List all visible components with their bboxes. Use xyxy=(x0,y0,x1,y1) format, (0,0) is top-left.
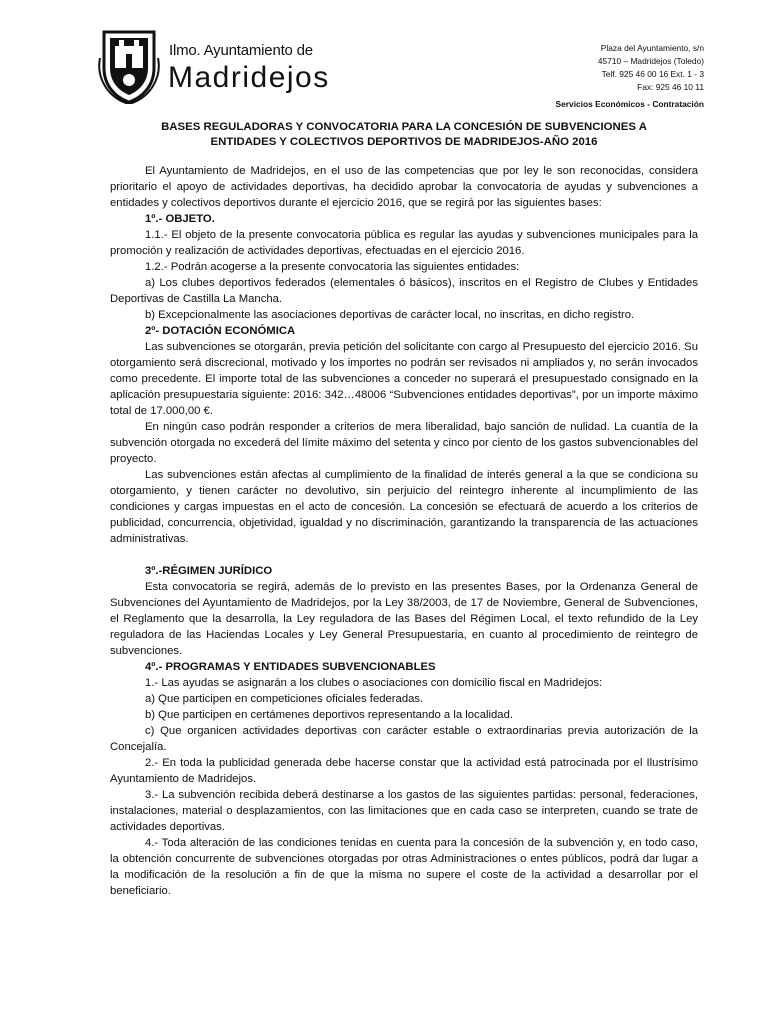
paragraph: c) Que organicen actividades deportivas con carácter estable o extraordinarias previa autorización de la Concejalía. xyxy=(110,725,698,753)
paragraph: b) Que participen en certámenes deportivos representando a la localidad. xyxy=(145,709,513,721)
paragraph: Las subvenciones se otorgarán, previa petición del solicitante con cargo al Presupuesto del ejercicio 2016. Su otorgamiento será discrecional, motivado y los importes no podrán ser revisados ni ampliados y, no serán invocados como precedente. El importe total de las subvenciones a conceder no superará el presupuestado consignado en la aplicación presupuestaria siguiente: 2016: 342…48006 “Subvenciones entidades deportivas”, por un importe máximo total de 17.000,00 €. xyxy=(110,341,698,417)
section-heading-objeto: 1º.- OBJETO. xyxy=(145,213,215,225)
department-label: Servicios Económicos - Contratación xyxy=(555,99,704,109)
paragraph: 2.- En toda la publicidad generada debe hacerse constar que la actividad está patrocinada por el Ilustrísimo Ayuntamiento de Madridejos. xyxy=(110,757,698,785)
paragraph: 1.2.- Podrán acogerse a la presente convocatoria las siguientes entidades: xyxy=(145,261,520,273)
paragraph: En ningún caso podrán responder a criterios de mera liberalidad, bajo sanción de nulidad. La cuantía de la subvención otorgada no excederá del límite máximo del setenta y cinco por ciento de los gastos subvencionables del proyecto. xyxy=(110,421,698,465)
paragraph: 1.1.- El objeto de la presente convocatoria pública es regular las ayudas y subvenciones municipales para la promoción y realización de actividades deportivas, efectuadas en el ejercicio 2016. xyxy=(110,229,698,257)
address-line-2: 45710 – Madridejos (Toledo) xyxy=(597,56,704,66)
title-line-1: BASES REGULADORAS Y CONVOCATORIA PARA LA CONCESIÓN DE SUBVENCIONES A xyxy=(161,121,647,133)
phone-number: Telf. 925 46 00 16 Ext. 1 - 3 xyxy=(601,69,704,79)
municipal-logo xyxy=(98,28,398,108)
fax-number: Fax: 925 46 10 11 xyxy=(637,82,704,92)
contact-block xyxy=(556,42,704,111)
paragraph: 1.- Las ayudas se asignarán a los clubes o asociaciones con domicilio fiscal en Madridejos: xyxy=(145,677,603,689)
document-body xyxy=(110,120,698,899)
paragraph: a) Los clubes deportivos federados (elementales ó básicos), inscritos en el Registro de Clubes y Entidades Deportivas de Castilla La Mancha. xyxy=(110,277,698,305)
intro-paragraph: El Ayuntamiento de Madridejos, en el uso de las competencias que por ley le son reconocidas, considera prioritario el apoyo de actividades deportivas, ha decidido aprobar la convocatoria de ayudas y subvenciones a entidades y colectivos deportivos durante el ejercicio 2016, que se regirá por las siguientes bases: xyxy=(110,165,698,209)
paragraph: 3.- La subvención recibida deberá destinarse a los gastos de las siguientes partidas: personal, federaciones, instalaciones, material o desplazamientos, con las limitaciones que en cada caso se interpreten, cuando se trate de actividades deportivas. xyxy=(110,789,698,833)
paragraph: Esta convocatoria se regirá, además de lo previsto en las presentes Bases, por la Ordenanza General de Subvenciones del Ayuntamiento de Madridejos, por la Ley 38/2003, de 17 de Noviembre, General de Subvenciones, el Reglamento que la desarrolla, la Ley reguladora de las Bases del Régimen Local, el texto refundido de la Ley reguladora de las Haciendas Locales y Ley General Presupuestaria, en cuanto al procedimiento de reintegro de subvenciones. xyxy=(110,581,698,657)
title-line-2: ENTIDADES Y COLECTIVOS DEPORTIVOS DE MADRIDEJOS-AÑO 2016 xyxy=(210,136,598,148)
paragraph: b) Excepcionalmente las asociaciones deportivas de carácter local, no inscritas, en dicho registro. xyxy=(145,309,635,321)
coat-of-arms-icon xyxy=(98,28,160,104)
section-heading-programas: 4º.- PROGRAMAS Y ENTIDADES SUBVENCIONABLES xyxy=(145,661,436,673)
paragraph: 4.- Toda alteración de las condiciones tenidas en cuenta para la concesión de la subvención y, en todo caso, la obtención concurrente de subvenciones otorgadas por otras Administraciones o entes públicos, podrá dar lugar a la modificación de la resolución a fin de que la misma no supere el coste de la actividad a desarrollar por el beneficiario. xyxy=(110,837,698,897)
section-heading-dotacion: 2º- DOTACIÓN ECONÓMICA xyxy=(145,325,296,337)
brand-subtitle: Ilmo. Ayuntamiento de xyxy=(169,42,313,59)
paragraph: Las subvenciones están afectas al cumplimiento de la finalidad de interés general a la que se condiciona su otorgamiento, y tienen carácter no devolutivo, sin perjuicio del reintegro inherente al incumplimiento de las condiciones y cargas impuestas en el acto de concesión. La concesión se efectuará de acuerdo a los criterios de publicidad, concurrencia, objetividad, igualdad y no discriminación, garantizando la transparencia de las actuaciones administrativas. xyxy=(110,469,698,545)
document-title xyxy=(110,120,698,150)
brand-name: Madridejos xyxy=(168,61,330,94)
address-line-1: Plaza del Ayuntamiento, s/n xyxy=(600,43,704,53)
paragraph: a) Que participen en competiciones oficiales federadas. xyxy=(145,693,424,705)
section-heading-regimen: 3º.-RÉGIMEN JURÍDICO xyxy=(145,565,273,577)
spacer xyxy=(110,547,698,563)
